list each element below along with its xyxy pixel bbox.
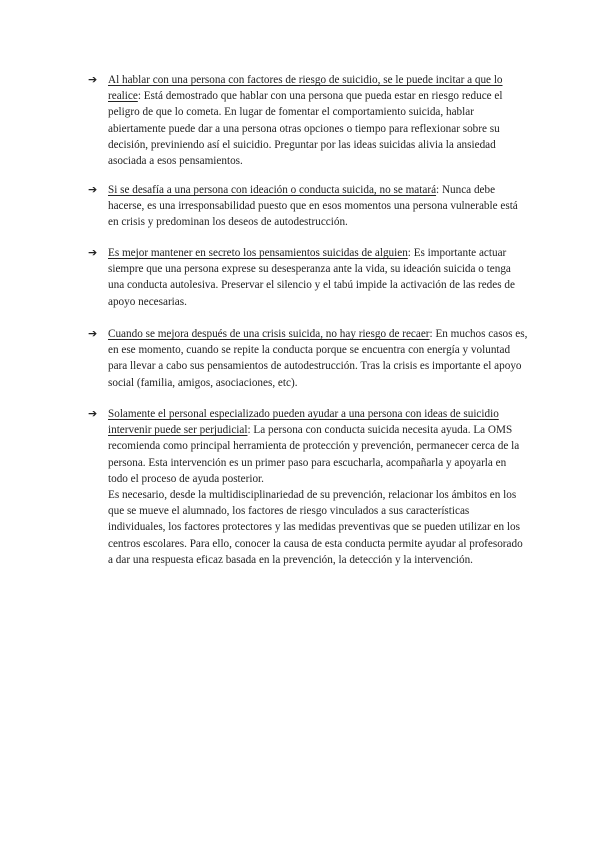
- myth-body: : Nunca debe hacerse, es una irresponsabilidad puesto que en esos momentos una persona vulnerable está en crisis y predominan los deseos de autodestrucción.: [108, 184, 518, 229]
- myth-content: [108, 72, 528, 169]
- myth-content: [108, 245, 528, 310]
- myth-body: : En muchos casos es, en ese momento, cuando se repite la conducta porque se encuentra con energía y voluntad para llevar a cabo sus pensamientos de autodestrucción. Tras la crisis es importante el apoyo social (familia, amigos, asociaciones, etc).: [108, 328, 528, 389]
- arrow-right-icon: ➔: [88, 246, 98, 259]
- myth-item-5: [88, 406, 528, 568]
- myth-paragraph: [108, 326, 528, 391]
- myth-body: : Es importante actuar siempre que una persona exprese su desesperanza ante la vida, su ideación suicida o tenga una conducta autolesiva. Preservar el silencio y el tabú impide la activación de las redes de apoyo necesarias.: [108, 247, 515, 308]
- myth-paragraph: [108, 182, 528, 231]
- myth-heading: Es mejor mantener en secreto los pensamientos suicidas de alguien: [108, 247, 408, 259]
- arrow-right-icon: ➔: [88, 183, 98, 196]
- myth-heading: Al hablar con una persona con factores de riesgo de suicidio, se le puede incitar a que lo realice: [108, 74, 503, 103]
- myth-heading: Cuando se mejora después de una crisis suicida, no hay riesgo de recaer: [108, 328, 430, 340]
- myth-content: [108, 326, 528, 391]
- myth-content: [108, 182, 528, 231]
- myth-heading: Si se desafía a una persona con ideación o conducta suicida, no se matará: [108, 184, 437, 196]
- myth-paragraph: [108, 245, 528, 310]
- myth-body: : La persona con conducta suicida necesita ayuda. La OMS recomienda como principal herramienta de protección y prevención, permanecer cerca de la persona. Esta intervención es un primer paso para escucharla, acompañarla y apoyarla en todo el proceso de ayuda posterior.: [108, 424, 520, 485]
- myth-body: : Está demostrado que hablar con una persona que pueda estar en riesgo reduce el peligro de que lo cometa. En lugar de fomentar el comportamiento suicida, hablar abiertamente puede dar a una persona otras opciones o tiempo para reflexionar sobre su decisión, previniendo así el suicidio. Preguntar por las ideas suicidas alivia la ansiedad asociada a esos pensamientos.: [108, 90, 503, 168]
- myth-paragraph: [108, 72, 528, 169]
- myth-paragraph: [108, 406, 528, 487]
- myth-item-2: [88, 182, 528, 231]
- arrow-right-icon: ➔: [88, 73, 98, 86]
- myth-item-4: [88, 326, 528, 391]
- myth-content: [108, 406, 528, 568]
- myth-heading: Solamente el personal especializado pueden ayudar a una persona con ideas de suicidio intervenir puede ser perjudicial: [108, 408, 499, 437]
- arrow-right-icon: ➔: [88, 407, 98, 420]
- myth-item-3: [88, 245, 528, 310]
- myth-item-1: [88, 72, 528, 169]
- conclusion-paragraph: Es necesario, desde la multidisciplinariedad de su prevención, relacionar los ámbitos en los que se mueve el alumnado, los factores de riesgo vinculados a sus características individuales, los factores protectores y las medidas preventivas que se pueden utilizar en los centros escolares. Para ello, conocer la causa de esta conducta permite ayudar al profesorado a dar una respuesta eficaz basada en la prevención, la detección y la intervención.: [108, 489, 523, 566]
- arrow-right-icon: ➔: [88, 327, 98, 340]
